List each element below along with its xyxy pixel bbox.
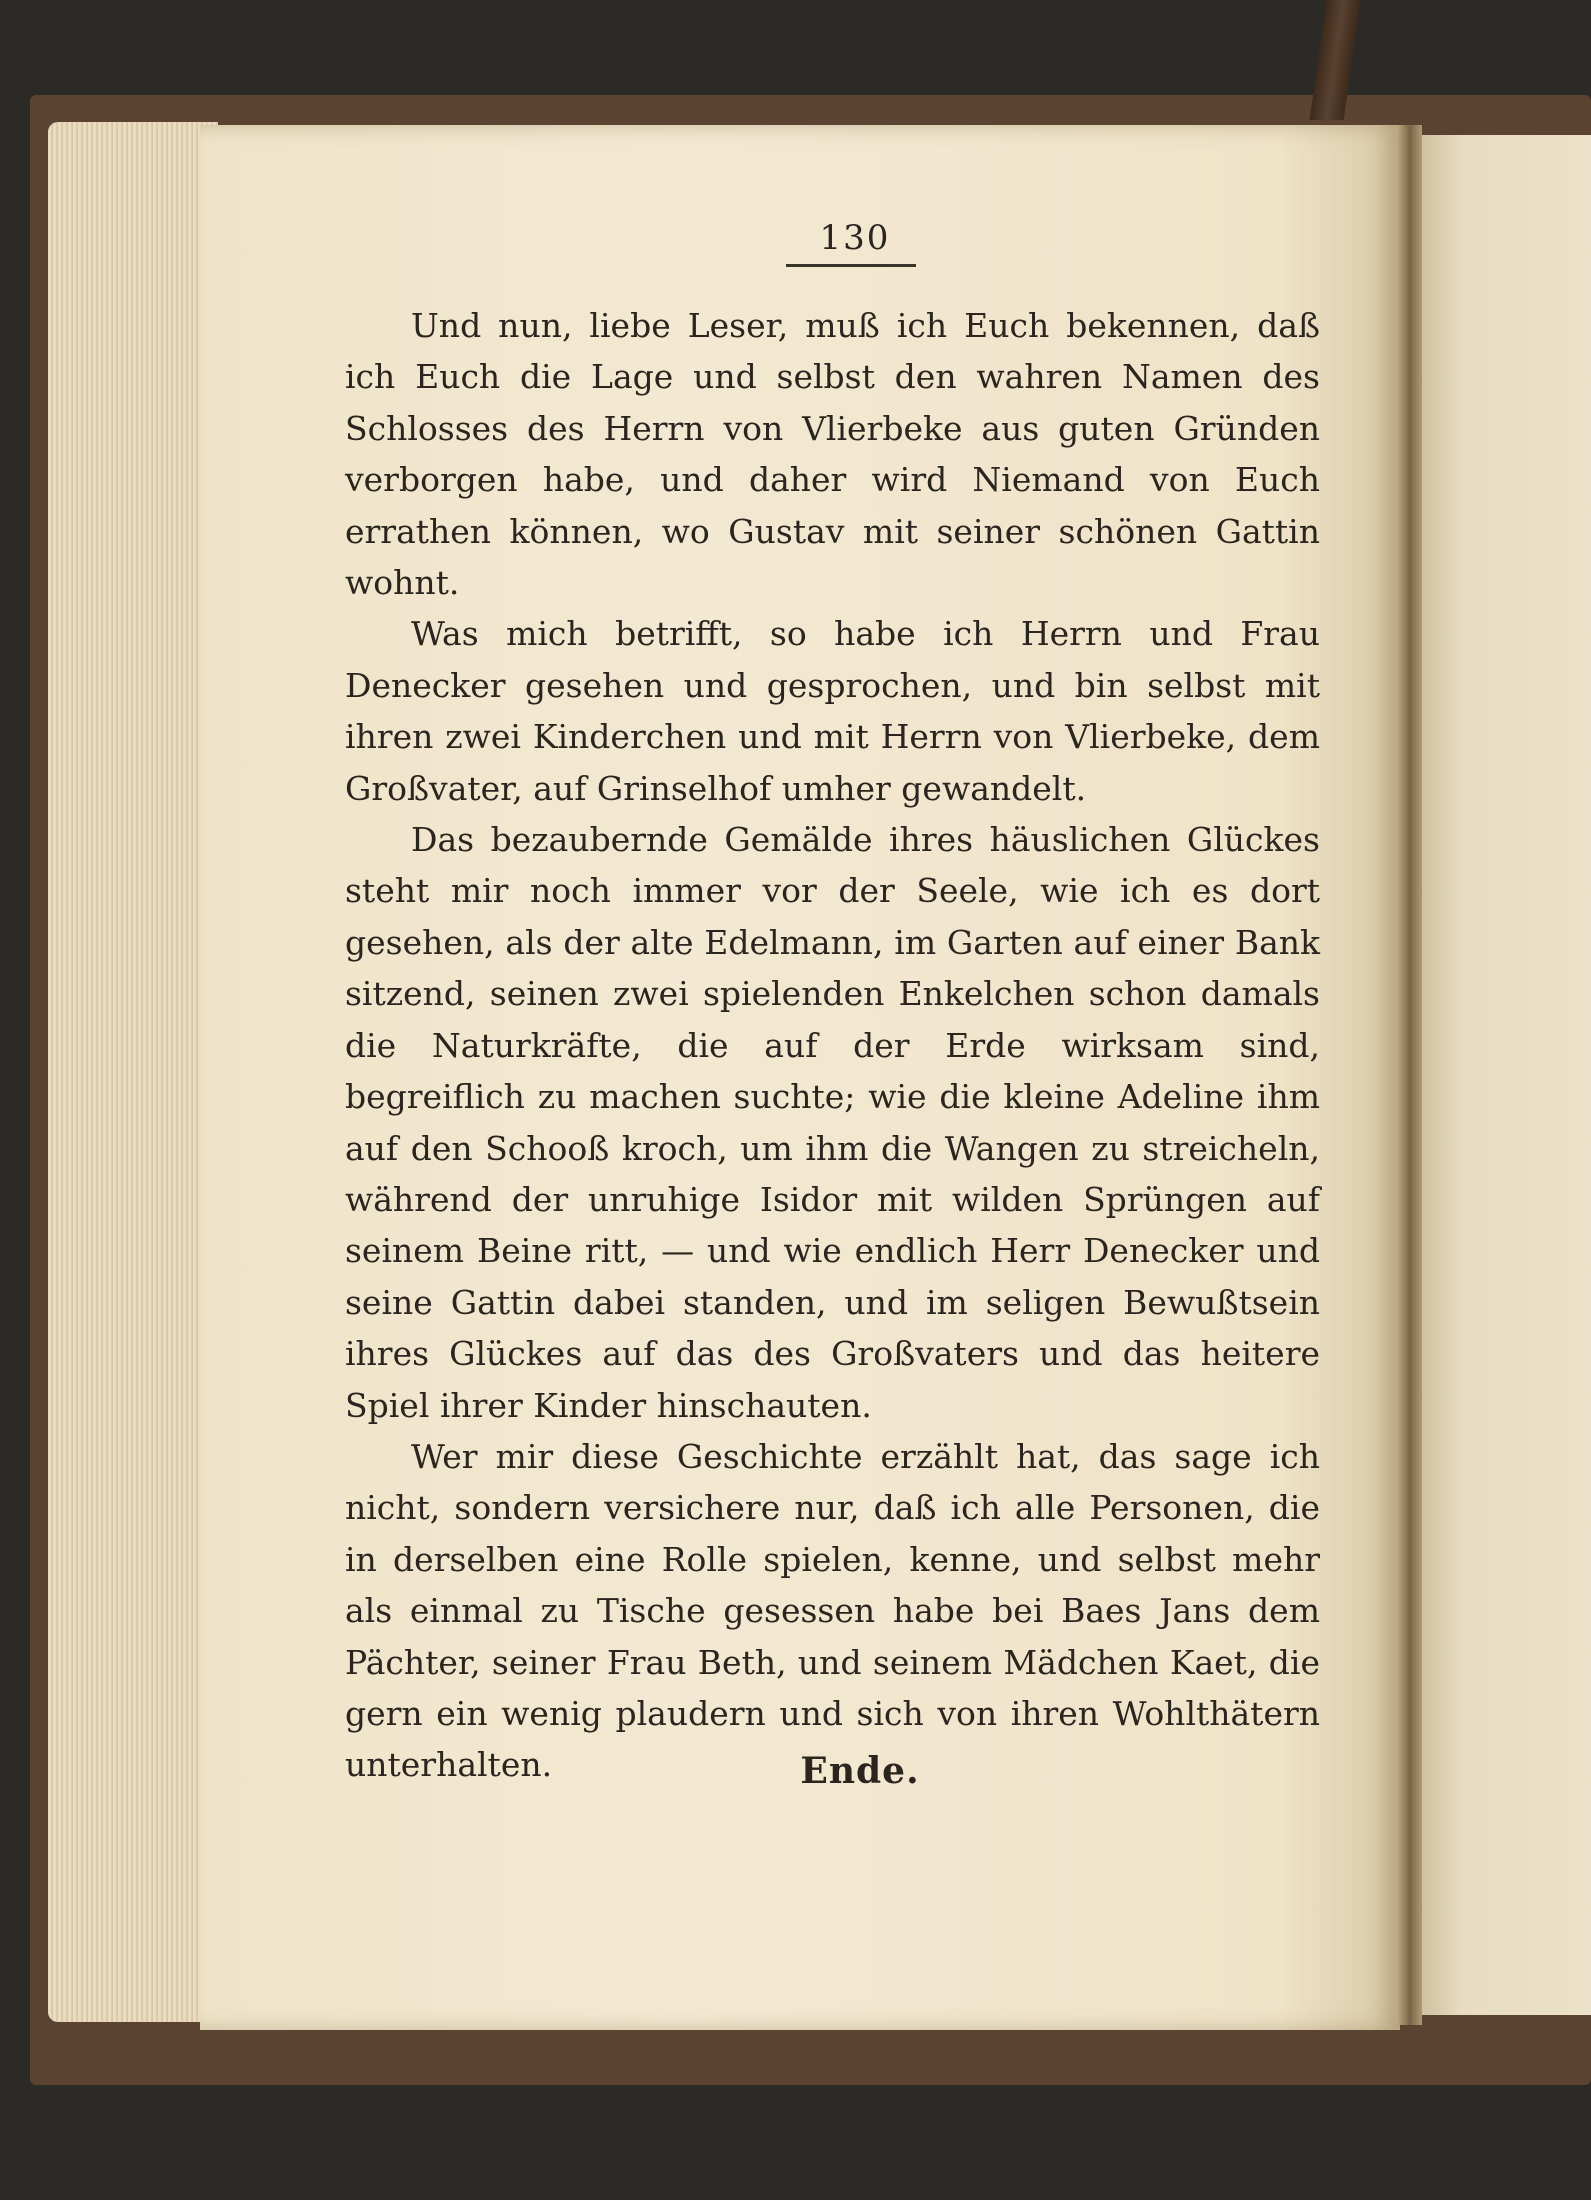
paragraph-4: Wer mir diese Geschichte erzählt hat, das sage ich nicht, sondern versichere nur, daß ich alle Personen, die in derselben eine Rolle spielen, kenne, und selbst mehr als einmal zu Tische gesessen habe bei Baes Jans dem Pächter, seiner Frau Beth, und seinem Mädchen Kaet, die gern ein wenig plaudern und sich von ihren Wohlthätern unterhalten. — [345, 1436, 1320, 1785]
paragraph-3: Das bezaubernde Gemälde ihres häuslichen Glückes steht mir noch immer vor der Seele, wie ich es dort gesehen, als der alte Edelmann, im Garten auf einer Bank sitzend, seinen zwei spielenden Enkelchen schon damals die Naturkräfte, die auf der Erde wirksam sind, begreiflich zu machen suchte; wie die kleine Adeline ihm auf den Schooß kroch, um ihm die Wangen zu streicheln, während der unruhige Isidor mit wilden Sprüngen auf seinem Beine ritt, — und wie endlich Herr Denecker und seine Gattin dabei standen, und im seligen Bewußtsein ihres Glückes auf das des Großvaters und das heitere Spiel ihrer Kinder hinschauten. — [345, 820, 1320, 1425]
page-number: 130 — [819, 218, 891, 258]
end-mark: Ende. — [800, 1750, 920, 1792]
page-number-rule — [786, 264, 916, 267]
paragraph-2: Was mich betrifft, so habe ich Herrn und Frau Denecker gesehen und gesprochen, und bin selbst mit ihren zwei Kinderchen und mit Herrn von Vlierbeke, dem Großvater, auf Grinselhof umher gewandelt. — [345, 614, 1320, 808]
paragraph-1: Und nun, liebe Leser, muß ich Euch bekennen, daß ich Euch die Lage und selbst den wahren Namen des Schlosses des Herrn von Vlierbeke aus guten Gründen verborgen habe, und daher wird Niemand von Euch errathen können, wo Gustav mit seiner schönen Gattin wohnt. — [345, 306, 1320, 603]
facing-page — [1418, 135, 1591, 2015]
book-gutter — [1398, 125, 1422, 2025]
page-edges — [48, 122, 218, 2022]
body-text — [345, 300, 1320, 1791]
